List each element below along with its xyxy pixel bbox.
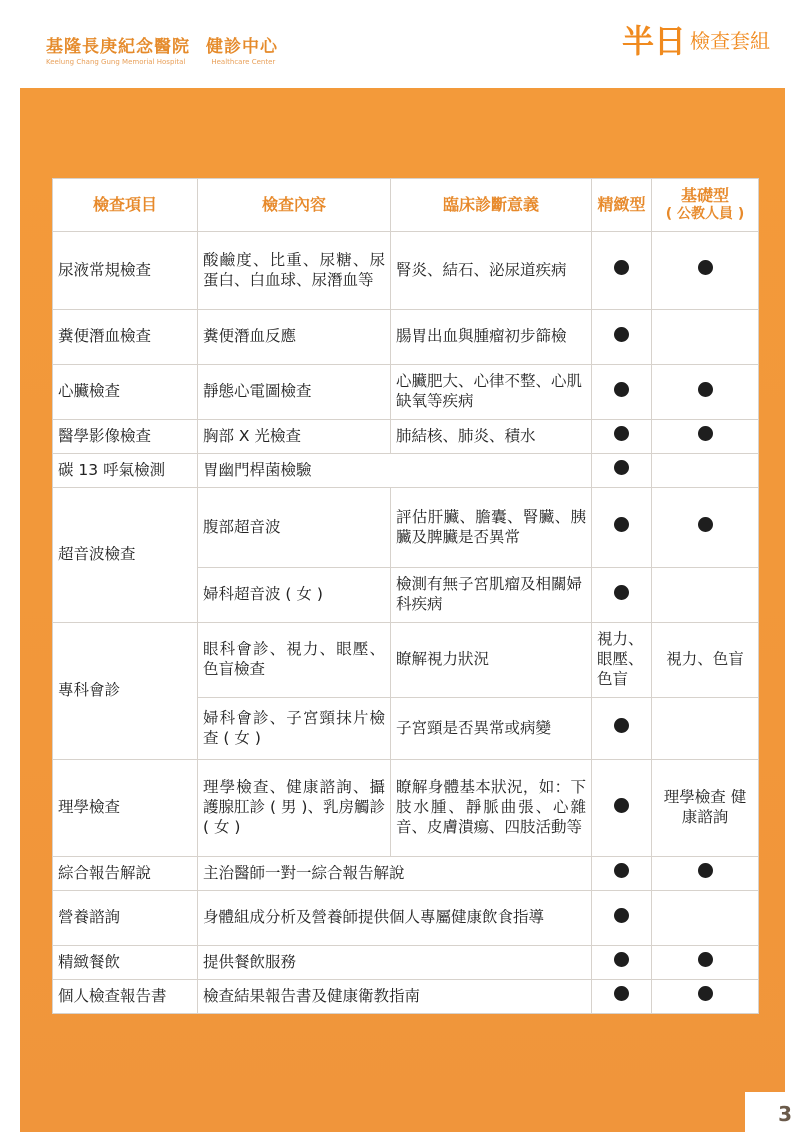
cell-basic bbox=[652, 857, 759, 891]
table-row bbox=[53, 946, 759, 980]
hospital-name-en: Keelung Chang Gung Memorial Hospital bbox=[46, 58, 186, 66]
cell-meaning: 檢測有無子宮肌瘤及相關婦科疾病 bbox=[391, 568, 592, 623]
dot-icon bbox=[614, 327, 629, 342]
center-name: 健診中心 bbox=[206, 37, 278, 57]
cell-item: 糞便潛血檢查 bbox=[53, 310, 198, 365]
cell-content: 腹部超音波 bbox=[198, 488, 391, 568]
cell-meaning: 心臟肥大、心律不整、心肌缺氧等疾病 bbox=[391, 365, 592, 420]
cell-content: 檢查結果報告書及健康衛教指南 bbox=[198, 980, 592, 1014]
cell-meaning: 瞭解身體基本狀況，如：下肢水腫、靜脈曲張、心雜音、皮膚潰瘍、四肢活動等 bbox=[391, 760, 592, 857]
header-content: 檢查內容 bbox=[198, 179, 391, 232]
header-meaning: 臨床診斷意義 bbox=[391, 179, 592, 232]
center-name-en: Healthcare Center bbox=[211, 58, 276, 66]
cell-basic bbox=[652, 365, 759, 420]
table-row bbox=[53, 623, 759, 698]
cell-premium bbox=[592, 980, 652, 1014]
cell-item: 綜合報告解說 bbox=[53, 857, 198, 891]
cell-item: 碳 13 呼氣檢測 bbox=[53, 454, 198, 488]
table-header-row bbox=[53, 179, 759, 232]
cell-content: 身體組成分析及營養師提供個人專屬健康飲食指導 bbox=[198, 891, 592, 946]
cell-basic bbox=[652, 891, 759, 946]
dot-icon bbox=[698, 863, 713, 878]
cell-premium bbox=[592, 365, 652, 420]
cell-premium bbox=[592, 420, 652, 454]
table-row bbox=[53, 454, 759, 488]
cell-meaning: 瞭解視力狀況 bbox=[391, 623, 592, 698]
dot-icon bbox=[614, 952, 629, 967]
page-number: 3 bbox=[778, 1102, 792, 1126]
header-basic-title: 基礎型 bbox=[680, 185, 729, 205]
cell-content: 酸鹼度、比重、尿糖、尿蛋白、白血球、尿潛血等 bbox=[198, 232, 391, 310]
cell-item: 專科會診 bbox=[53, 623, 198, 760]
dot-icon bbox=[614, 863, 629, 878]
cell-basic bbox=[652, 310, 759, 365]
table-row bbox=[53, 310, 759, 365]
cell-premium bbox=[592, 698, 652, 760]
cell-content: 主治醫師一對一綜合報告解說 bbox=[198, 857, 592, 891]
dot-icon bbox=[614, 260, 629, 275]
dot-icon bbox=[698, 517, 713, 532]
cell-premium bbox=[592, 232, 652, 310]
dot-icon bbox=[698, 986, 713, 1001]
cell-basic bbox=[652, 946, 759, 980]
cell-basic bbox=[652, 698, 759, 760]
header-item: 檢查項目 bbox=[53, 179, 198, 232]
cell-basic bbox=[652, 488, 759, 568]
package-badge bbox=[622, 16, 770, 62]
table-row bbox=[53, 232, 759, 310]
cell-meaning: 腎炎、結石、泌尿道疾病 bbox=[391, 232, 592, 310]
cell-item: 超音波檢查 bbox=[53, 488, 198, 623]
cell-content: 提供餐飲服務 bbox=[198, 946, 592, 980]
cell-premium bbox=[592, 568, 652, 623]
cell-meaning: 肺結核、肺炎、積水 bbox=[391, 420, 592, 454]
cell-item: 心臟檢查 bbox=[53, 365, 198, 420]
badge-half-day: 半日 bbox=[621, 22, 686, 60]
cell-content: 胸部 X 光檢查 bbox=[198, 420, 391, 454]
table-row bbox=[53, 488, 759, 568]
exam-table bbox=[52, 178, 759, 1014]
cell-basic: 理學檢查 健康諮詢 bbox=[652, 760, 759, 857]
cell-item: 個人檢查報告書 bbox=[53, 980, 198, 1014]
cell-basic bbox=[652, 420, 759, 454]
cell-premium bbox=[592, 857, 652, 891]
cell-item: 尿液常規檢查 bbox=[53, 232, 198, 310]
cell-basic bbox=[652, 980, 759, 1014]
hospital-logo-text bbox=[46, 32, 301, 66]
dot-icon bbox=[614, 382, 629, 397]
dot-icon bbox=[698, 260, 713, 275]
cell-basic: 視力、色盲 bbox=[652, 623, 759, 698]
cell-premium bbox=[592, 488, 652, 568]
cell-content: 糞便潛血反應 bbox=[198, 310, 391, 365]
header-basic-sub: ( 公教人員 ) bbox=[665, 206, 745, 223]
cell-meaning: 腸胃出血與腫瘤初步篩檢 bbox=[391, 310, 592, 365]
cell-premium: 視力、眼壓、色盲 bbox=[592, 623, 652, 698]
dot-icon bbox=[698, 952, 713, 967]
cell-content: 婦科會診、子宮頸抹片檢查 ( 女 ) bbox=[198, 698, 391, 760]
cell-content: 靜態心電圖檢查 bbox=[198, 365, 391, 420]
cell-premium bbox=[592, 310, 652, 365]
cell-content: 胃幽門桿菌檢驗 bbox=[198, 454, 592, 488]
table-row bbox=[53, 891, 759, 946]
cell-content: 婦科超音波 ( 女 ) bbox=[198, 568, 391, 623]
table-row bbox=[53, 365, 759, 420]
cell-premium bbox=[592, 891, 652, 946]
dot-icon bbox=[614, 798, 629, 813]
table-row bbox=[53, 857, 759, 891]
dot-icon bbox=[614, 718, 629, 733]
cell-basic bbox=[652, 454, 759, 488]
dot-icon bbox=[614, 986, 629, 1001]
badge-package: 檢查套組 bbox=[690, 28, 770, 53]
dot-icon bbox=[698, 426, 713, 441]
cell-premium bbox=[592, 946, 652, 980]
cell-premium bbox=[592, 454, 652, 488]
cell-meaning: 評估肝臟、膽囊、腎臟、胰臟及脾臟是否異常 bbox=[391, 488, 592, 568]
page-header bbox=[0, 0, 800, 88]
cell-item: 精緻餐飲 bbox=[53, 946, 198, 980]
dot-icon bbox=[614, 908, 629, 923]
header-basic bbox=[652, 179, 759, 232]
cell-premium bbox=[592, 760, 652, 857]
dot-icon bbox=[614, 426, 629, 441]
table-row bbox=[53, 420, 759, 454]
cell-basic bbox=[652, 232, 759, 310]
table-row bbox=[53, 760, 759, 857]
cell-item: 醫學影像檢查 bbox=[53, 420, 198, 454]
cell-meaning: 子宮頸是否異常或病變 bbox=[391, 698, 592, 760]
cell-item: 營養諮詢 bbox=[53, 891, 198, 946]
cell-item: 理學檢查 bbox=[53, 760, 198, 857]
dot-icon bbox=[614, 460, 629, 475]
header-premium: 精緻型 bbox=[592, 179, 652, 232]
cell-basic bbox=[652, 568, 759, 623]
cell-content: 眼科會診、視力、眼壓、色盲檢查 bbox=[198, 623, 391, 698]
dot-icon bbox=[698, 382, 713, 397]
dot-icon bbox=[614, 517, 629, 532]
table-row bbox=[53, 980, 759, 1014]
hospital-name: 基隆長庚紀念醫院 bbox=[46, 37, 190, 57]
cell-content: 理學檢查、健康諮詢、攝護腺肛診 ( 男 )、乳房觸診 ( 女 ) bbox=[198, 760, 391, 857]
dot-icon bbox=[614, 585, 629, 600]
